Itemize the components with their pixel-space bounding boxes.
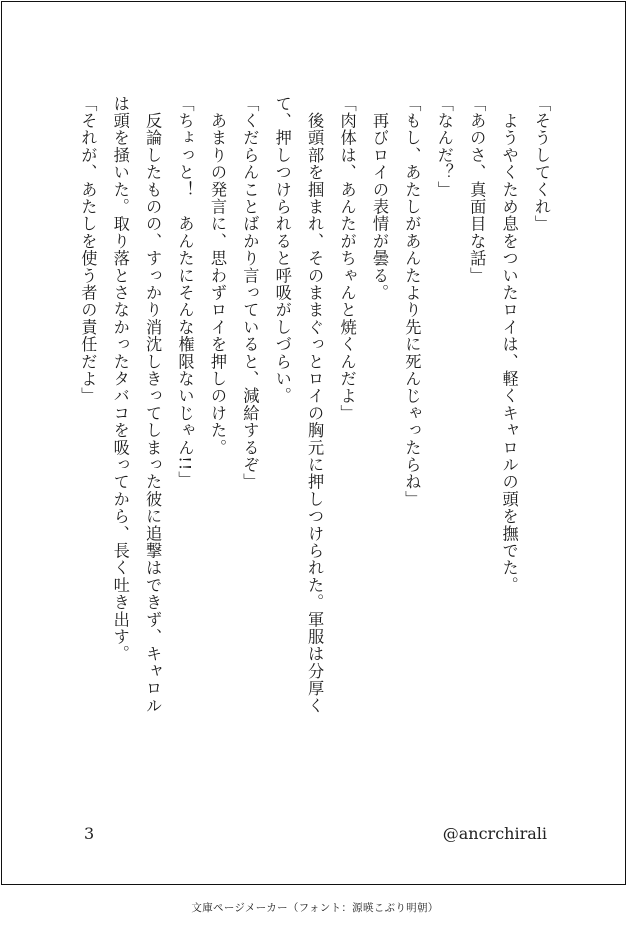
text-line: 再びロイの表情が曇る。 xyxy=(369,95,389,302)
text-line: は頭を掻いた。取り落とさなかったタバコを吸ってから、長く吐き出す。 xyxy=(110,95,130,663)
page-frame xyxy=(1,1,626,885)
text-line: 「くだらんことばかり言っていると、減給するぞ」 xyxy=(240,95,260,491)
text-line: あまりの発言に、思わずロイを押しのけた。 xyxy=(207,95,227,457)
text-line: 「そうしてくれ」 xyxy=(532,95,551,233)
text-line: 「肉体は、あんたがちゃんと焼くんだよ」 xyxy=(337,95,357,422)
text-line: 後頭部を掴まれ、そのままぐっとロイの胸元に押しつけられた。軍服は分厚く xyxy=(305,95,325,715)
text-line: て、押しつけられると呼吸がしづらい。 xyxy=(272,95,292,405)
text-line: ようやくため息をついたロイは、軽くキャロルの頭を撫でた。 xyxy=(499,95,519,594)
text-line: 「なんだ？」 xyxy=(434,95,454,199)
text-line: 「それが、あたしを使う者の責任だよ」 xyxy=(78,95,98,405)
text-line: 「もし、あたしがあんたより先に死んじゃったらね」 xyxy=(402,95,422,508)
footer-caption: 文庫ページメーカー（フォント：源暎こぶり明朝） xyxy=(191,902,439,914)
text-line: 「ちょっと！ あんたにそんな権限ないじゃん!!」 xyxy=(175,95,195,489)
text-line: 「あのさ、真面目な話」 xyxy=(467,95,487,285)
vertical-body-text xyxy=(71,95,557,795)
page-number: 3 xyxy=(84,824,95,843)
author-handle: @ancrchirali xyxy=(442,824,547,843)
text-line: 反論したものの、すっかり消沈しきってしまった彼に追撃はできず、キャロル xyxy=(143,95,163,715)
